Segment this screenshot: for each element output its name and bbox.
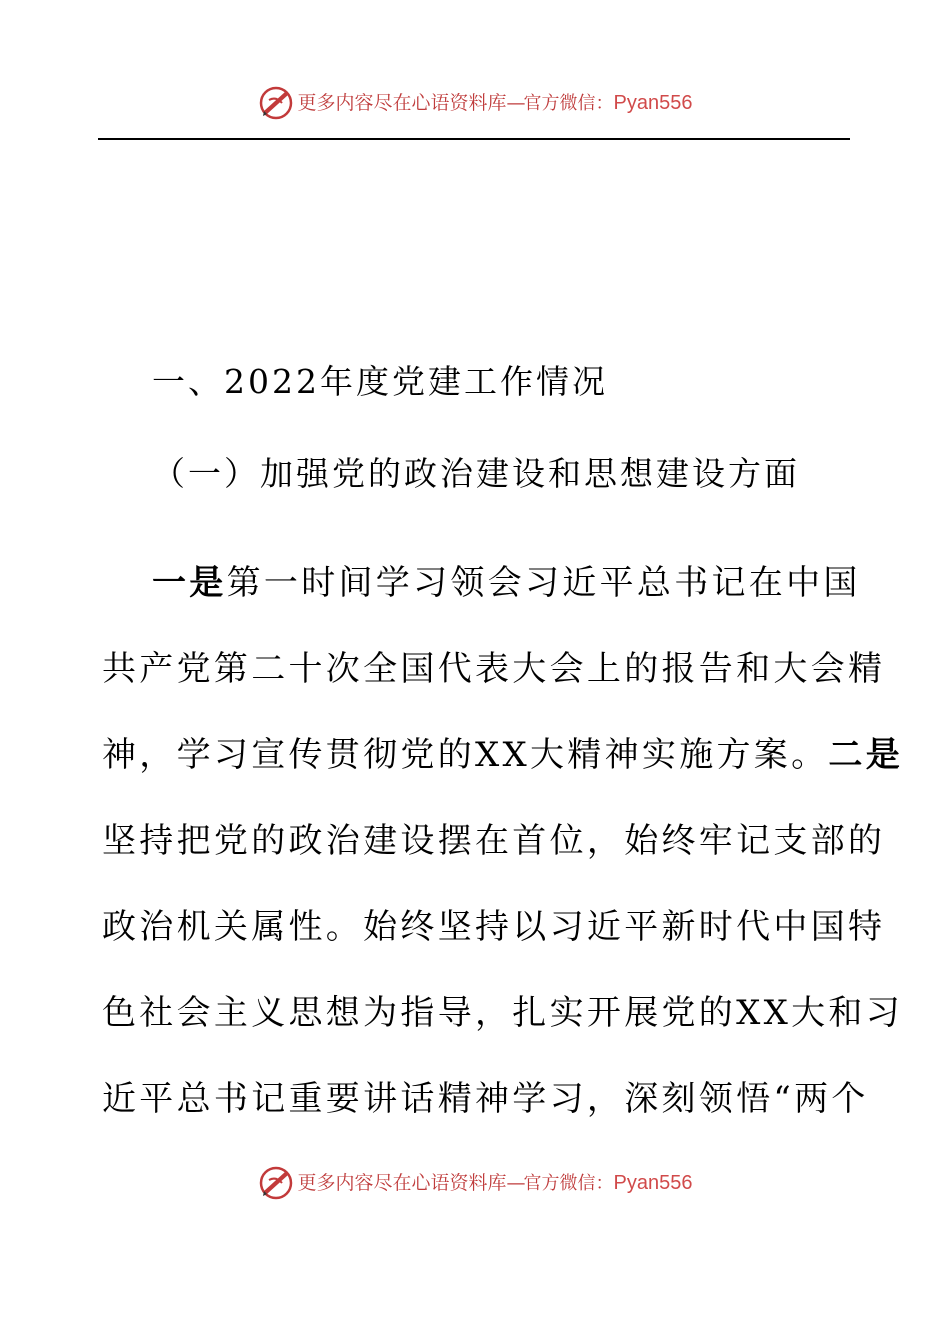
banner-slogan: 更多内容尽在心语资料库 [297,91,507,114]
paragraph-line-3 [102,712,904,798]
banner-wechat-id: Pyan556 [613,91,693,114]
body-paragraph [102,540,904,1142]
line3-text: 神，学习宣传贯彻党的XX大精神实施方案。 [102,735,829,775]
banner-dash: — [506,91,524,114]
banner-text [298,1161,693,1206]
paragraph-line-2: 共产党第二十次全国代表大会上的报告和大会精 [102,649,886,689]
line1-text: 第一时间学习领会习近平总书记在中国 [226,563,861,603]
paragraph-line-6: 色社会主义思想为指导，扎实开展党的XX大和习 [102,993,904,1033]
section-heading: 一、2022年度党建工作情况 [152,362,608,401]
paragraph-line-5: 政治机关属性。始终坚持以习近平新时代中国特 [102,907,886,947]
header-watermark-banner [0,81,950,125]
paragraph-line-1 [102,540,861,626]
banner-wechat-label: 官方微信： [523,92,614,114]
paragraph-line-7: 近平总书记重要讲话精神学习，深刻领悟“两个 [102,1079,869,1119]
banner-slogan: 更多内容尽在心语资料库 [297,1171,507,1194]
subsection-heading: （一）加强党的政治建设和思想建设方面 [152,454,800,493]
bold-marker-2: 二是 [828,735,904,775]
pen-globe-logo-icon [258,85,294,121]
paragraph-line-4: 坚持把党的政治建设摆在首位，始终牢记支部的 [102,821,886,861]
banner-dash: — [506,1171,524,1194]
bold-marker-1: 一是 [152,563,227,603]
banner-wechat-label: 官方微信： [523,1172,614,1194]
header-divider [98,138,850,140]
banner-wechat-id: Pyan556 [613,1171,693,1194]
banner-text [298,81,693,126]
pen-globe-logo-icon [258,1165,294,1201]
footer-watermark-banner [0,1161,950,1205]
